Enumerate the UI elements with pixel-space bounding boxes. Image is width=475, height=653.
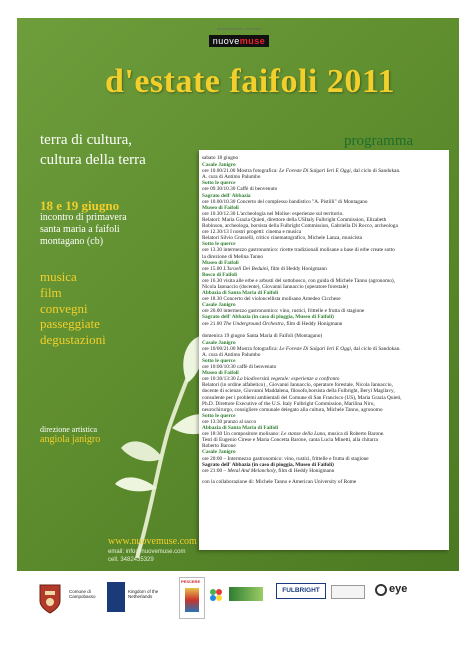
programma-heading: programma	[344, 133, 414, 149]
artistic-director	[40, 425, 100, 445]
comune-crest-icon	[37, 581, 63, 615]
keyword: musica	[40, 269, 77, 284]
contact-info	[108, 548, 185, 564]
subtitle	[40, 130, 146, 170]
keyword: degustazioni	[40, 332, 106, 348]
nuovemuse-logo	[198, 26, 280, 49]
keyword: film	[40, 284, 62, 300]
poster-title: d'estate faifoli 2011	[104, 63, 396, 100]
eye-symbol-icon	[375, 584, 387, 596]
pescere-figure-icon	[185, 588, 199, 612]
program-text	[202, 154, 448, 485]
director-label: direzione artistica	[40, 425, 98, 434]
kingdom-label: Kingdom of the Netherlands	[128, 589, 159, 599]
program-panel	[199, 150, 449, 550]
program-body-1: Casale Janigro ore 10.00/21.00 Mostra fotografica: Le Foreste Di Salgari Ieri E Oggi, dal ciclo di Sandokan. A. cura di Antimo Palumbo Sotto le querce ore 09.30/10.30 Caffè di benvenuto Sagrato dell' Abbazia ore 10.00/10.30 Concerto del complesso bandistico "A. Pistilli" di Montagano Museo di Faifoli ore 10.30/12.30 L'archeologia nel Molise: esperienze sul territorio. Relatori: Maria Grazia Quieti, direttore della USItaly Fulbright Commission, Elizabeth Robinson, archeologa, borsista della Fulbright Commission, Gabriella Di Rocco, archeologa ore 12.30/13 I nostri progetti: cinema e musica Relatori Silvio Grasselli, critico cinematografico, Michele Lanza, musicista Sotto le querce ore 13.30 intermezzo gastronomico: ricette tradizionali molisane a base di erbe create sotto la direzione di Melina Tanno Museo di Faifoli ore 15.00 L'Israeli Dei Beduini, film di Heddy Honigmann Bosco di Faifoli ore 16.30 visita alle erbe e arbusti del sottobosco, con guida di Michele Tanno (agronomo), Nicola Iannaccio (docente), Giovanni Iannaccio (operatore forestale) Abbazia di Santa Maria di Faifoli ore 18.30 Concerto del violoncellista molisano Amedeo Cicchese Casale Janigro ore 20.00 intermezzo gastronomico: vino, rustici, frittelle e frutta di stagione Sagrato dell' Abbazia (in caso di pioggia, Museo di Faifoli) ore 21.00 The Underground Orchestra, film di Heddy Honigmann	[202, 162, 401, 327]
subtitle-line-2: cultura della terra	[40, 152, 146, 168]
logo-tagline: associazione culturale	[217, 26, 261, 31]
event-desc-2: santa maria a faifoli	[40, 224, 120, 235]
logo-name	[209, 35, 270, 47]
keyword: convegni	[40, 300, 88, 316]
keyword-list	[40, 269, 106, 348]
director-name: angiola janigro	[40, 434, 101, 445]
website-link[interactable]: www.nuovemuse.com	[108, 536, 197, 547]
keyword: passeggiate	[40, 316, 100, 332]
eye-label: eye	[389, 583, 408, 595]
event-date-range: 18 e 19 giugno	[40, 198, 120, 213]
program-body-2: Casale Janigro ore 10/00/21.00 Mostra fotografica: Le Foreste Di Salgari Ieri E Oggi, dal ciclo di Sandokan. A. cura di Antimo Palumbo Sotto le querce ore 10:00/10:30 caffè di benvenuto Museo di Faifoli ore 10:30/13:30 La biodiversità vegetale: esperienze a confronto Relatori (in ordine alfabetico) , Giovanni Iannaccio, operatore forestale, Nicola Iannaccio, docente di scienze, Giovanni Maddalena, filosofo,borsista della Fulbright, Beryl Magilavy, consulente per i problemi ambientali del Comune di San Francisco (US), Maria Grazia Quieti, Ph.D. Direttore Executive of the U.S. Italy Fulbright Commission, Marilina Niro, neurochirurgo, consigliere comunale delegato alla cultura, Michele Tanno, agronomo Sotto le querce ore 13:30 pranzo al sacco Abbazia di Santa Maria di Faifoli ore 18:30 Un compositore molisano: Le stanze della Luna, musica di Roberto Barone. Testi di Eugenio Cirese e Maria Concetta Barone, canta Lucia Minetti, alla chitarra Roberto Barone Casale Janigro ore 20:00 – Intermezzo gastronomico: vino, rustici, frittelle e frutta di stagione Sagrato dell' Abbazia (in caso di pioggia, Museo di Faifoli) ore 21:00 – Metal And Melancholy, film di Heddy Honigmann	[202, 339, 402, 474]
contact-email: email: info@nuovemuse.com	[108, 549, 186, 555]
logo-name-b: muse	[239, 36, 266, 46]
sponsor-footer	[17, 575, 459, 630]
program-day-1: sabato 18 giugno	[202, 155, 239, 161]
pescere-label: PESCERE	[181, 579, 201, 584]
event-desc-3: montagano (cb)	[40, 236, 104, 247]
contact-cell: cell. 3482435329	[108, 557, 154, 563]
pescere-logo	[179, 577, 205, 619]
program-day-2: domenica 19 giugno Santa Maria di Faifoli (Montagano)	[202, 332, 323, 339]
sponsor-logo-box-icon	[331, 585, 365, 599]
comune-label: Comune di Campobasso	[69, 589, 96, 599]
fulbright-logo	[276, 583, 326, 599]
netherlands-emblem-icon	[107, 582, 125, 612]
fulbright-label: FULBRIGHT	[282, 587, 320, 594]
environment-logo-icon	[208, 587, 224, 603]
subtitle-line-1: terra di cultura,	[40, 132, 133, 148]
eye-logo	[375, 583, 429, 597]
ministry-logo-icon	[229, 587, 263, 601]
event-dates	[40, 200, 127, 248]
logo-name-a: nuove	[212, 36, 240, 46]
event-desc-1: incontro di primavera	[40, 212, 127, 223]
program-collaboration: con la collaborazione di: Michele Tanno e American University of Rome	[202, 478, 357, 485]
